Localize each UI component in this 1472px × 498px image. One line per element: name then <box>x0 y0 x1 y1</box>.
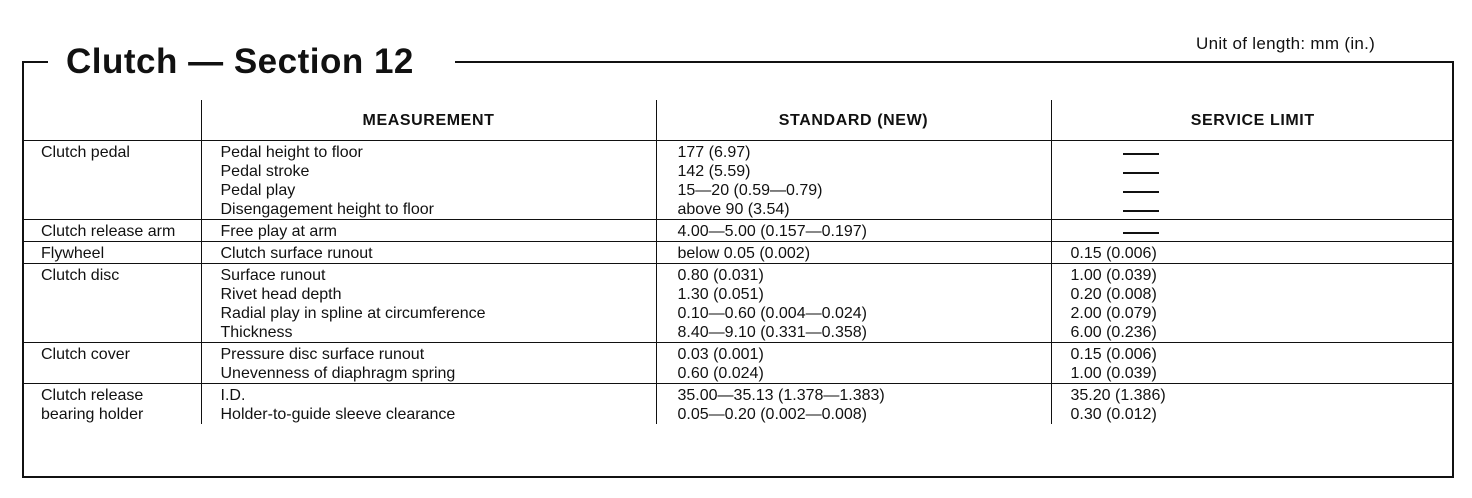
column-header-standard: STANDARD (NEW) <box>656 100 1051 141</box>
table-row <box>22 384 1454 425</box>
component-cell: Clutch release bearing holder <box>22 384 201 425</box>
measurement-value: Rivet head depth <box>220 286 342 303</box>
standard-cell <box>656 343 1051 384</box>
frame-bottom-line <box>22 476 1454 478</box>
standard-cell <box>656 264 1051 343</box>
measurement-cell <box>201 264 656 343</box>
standard-cell <box>656 141 1051 220</box>
not-applicable-dash <box>1123 181 1159 200</box>
standard-value: 4.00—5.00 (0.157—0.197) <box>677 223 867 240</box>
limit-cell <box>1051 264 1454 343</box>
column-header-measurement: MEASUREMENT <box>201 100 656 141</box>
measurement-value: Pedal height to floor <box>220 144 363 161</box>
measurement-value: Thickness <box>220 324 293 341</box>
limit-value: 0.30 (0.012) <box>1070 406 1157 423</box>
frame-top-left-line <box>22 61 48 63</box>
frame-top-right-line <box>455 61 1454 63</box>
limit-value: 1.00 (0.039) <box>1070 365 1157 382</box>
spec-table <box>22 100 1454 424</box>
not-applicable-dash <box>1123 222 1159 241</box>
measurement-value: Holder-to-guide sleeve clearance <box>220 406 456 423</box>
standard-cell <box>656 242 1051 264</box>
limit-value: 6.00 (0.236) <box>1070 324 1157 341</box>
table-row <box>22 141 1454 220</box>
measurement-cell <box>201 220 656 242</box>
measurement-value: Free play at arm <box>220 223 337 240</box>
not-applicable-dash <box>1123 143 1159 162</box>
standard-value: 0.05—0.20 (0.002—0.008) <box>677 406 867 423</box>
measurement-value: Pedal stroke <box>220 163 310 180</box>
standard-value: 8.40—9.10 (0.331—0.358) <box>677 324 867 341</box>
measurement-value: Unevenness of diaphragm spring <box>220 365 456 382</box>
limit-cell <box>1051 343 1454 384</box>
measurement-value: Pressure disc surface runout <box>220 346 425 363</box>
component-cell: Clutch release arm <box>22 220 201 242</box>
measurement-cell <box>201 343 656 384</box>
measurement-cell <box>201 242 656 264</box>
measurement-cell <box>201 384 656 425</box>
standard-cell <box>656 220 1051 242</box>
limit-cell <box>1051 141 1454 220</box>
limit-value: 2.00 (0.079) <box>1070 305 1157 322</box>
limit-cell <box>1051 242 1454 264</box>
measurement-value: I.D. <box>220 387 246 404</box>
limit-cell <box>1051 220 1454 242</box>
standard-value: above 90 (3.54) <box>677 201 790 218</box>
measurement-value: Pedal play <box>220 182 296 199</box>
table-row <box>22 242 1454 264</box>
standard-value: 142 (5.59) <box>677 163 751 180</box>
standard-cell <box>656 384 1051 425</box>
table-row <box>22 264 1454 343</box>
measurement-value: Surface runout <box>220 267 326 284</box>
component-cell: Clutch disc <box>22 264 201 343</box>
component-cell: Clutch cover <box>22 343 201 384</box>
standard-value: 35.00—35.13 (1.378—1.383) <box>677 387 885 404</box>
component-cell: Flywheel <box>22 242 201 264</box>
limit-value: 1.00 (0.039) <box>1070 267 1157 284</box>
component-cell: Clutch pedal <box>22 141 201 220</box>
standard-value: 0.60 (0.024) <box>677 365 764 382</box>
table-row <box>22 343 1454 384</box>
not-applicable-dash <box>1123 162 1159 181</box>
measurement-value: Disengagement height to floor <box>220 201 434 218</box>
limit-value: 0.15 (0.006) <box>1070 245 1157 262</box>
column-header-component <box>22 100 201 141</box>
measurement-value: Clutch surface runout <box>220 245 373 262</box>
section-title: Clutch — Section 12 <box>66 40 420 84</box>
standard-value: 0.03 (0.001) <box>677 346 764 363</box>
not-applicable-dash <box>1123 200 1159 219</box>
standard-value: below 0.05 (0.002) <box>677 245 811 262</box>
measurement-value: Radial play in spline at circumference <box>220 305 486 322</box>
standard-value: 1.30 (0.051) <box>677 286 764 303</box>
standard-value: 177 (6.97) <box>677 144 751 161</box>
standard-value: 0.80 (0.031) <box>677 267 764 284</box>
measurement-cell <box>201 141 656 220</box>
standard-value: 0.10—0.60 (0.004—0.024) <box>677 305 867 322</box>
table-header-row <box>22 100 1454 141</box>
limit-value: 35.20 (1.386) <box>1070 387 1166 404</box>
unit-note: Unit of length: mm (in.) <box>1196 34 1376 53</box>
column-header-service-limit: SERVICE LIMIT <box>1051 100 1454 141</box>
limit-cell <box>1051 384 1454 425</box>
limit-value: 0.15 (0.006) <box>1070 346 1157 363</box>
table-row <box>22 220 1454 242</box>
limit-value: 0.20 (0.008) <box>1070 286 1157 303</box>
standard-value: 15—20 (0.59—0.79) <box>677 182 823 199</box>
